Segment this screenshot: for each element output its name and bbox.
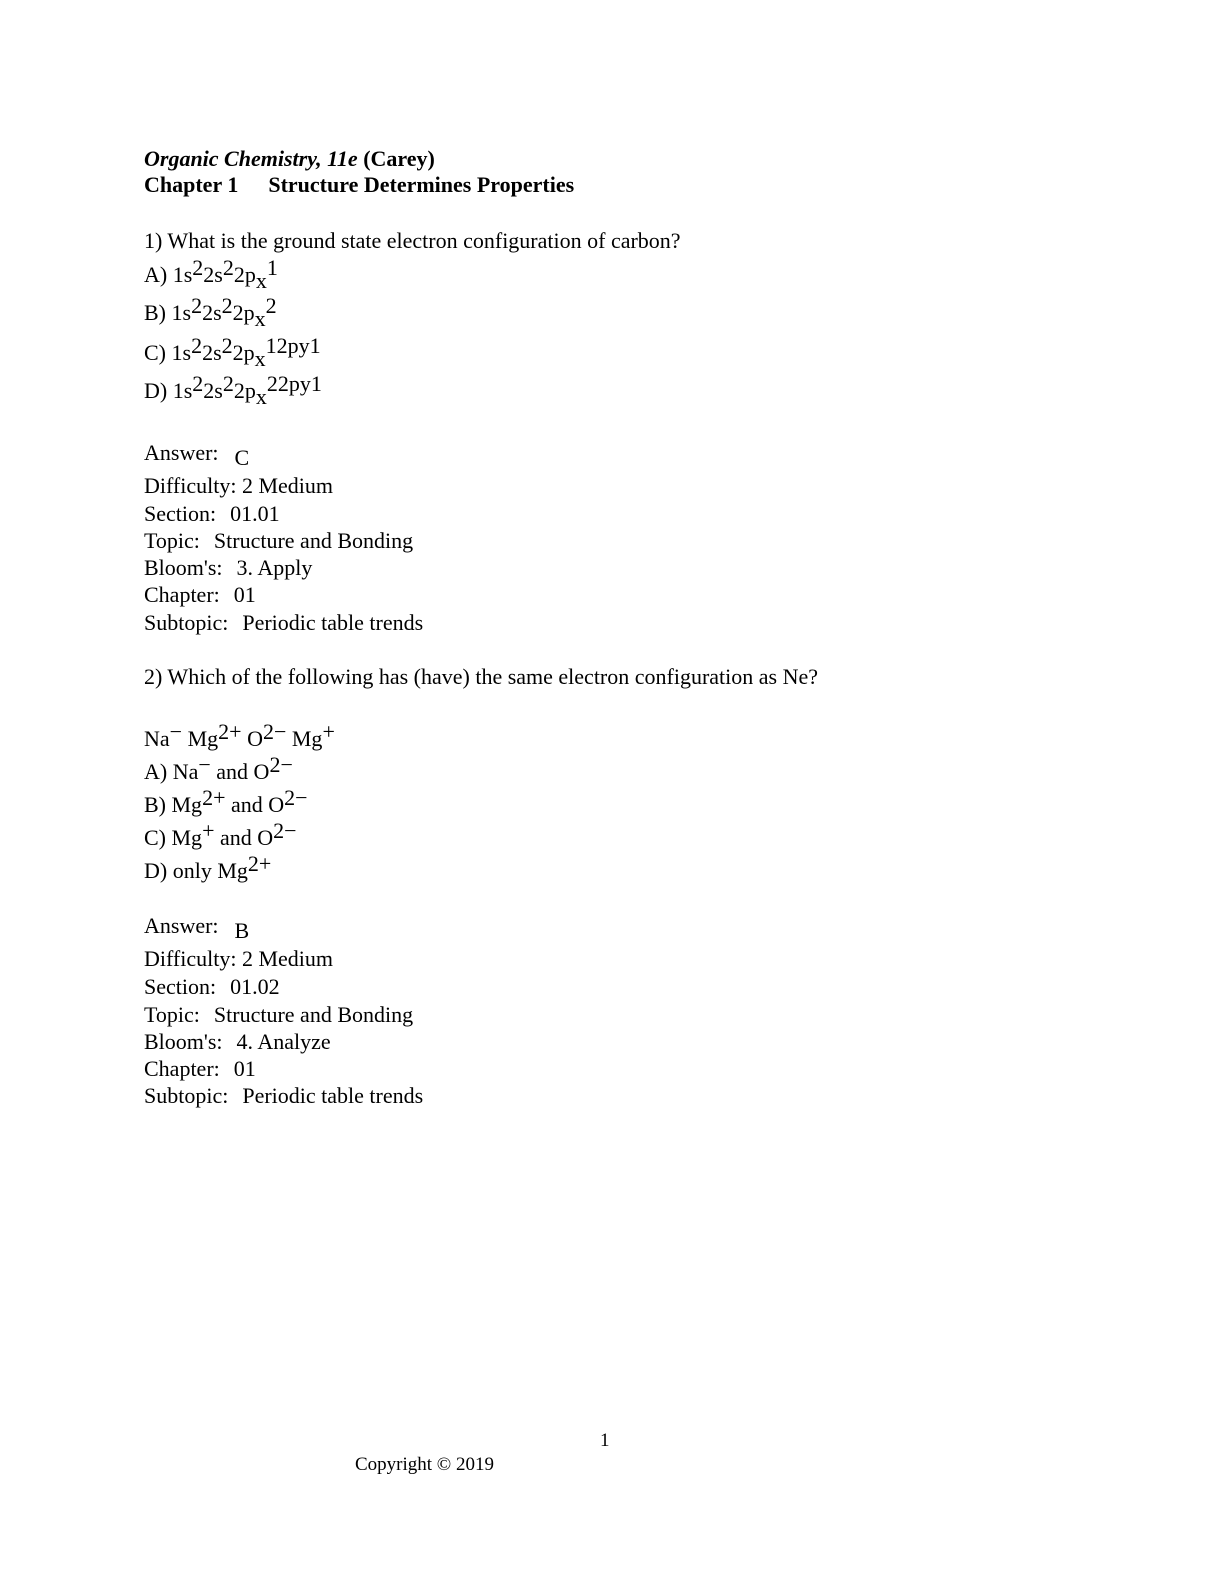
blooms-value: 4. Analyze bbox=[236, 1029, 331, 1054]
option-text: 2p bbox=[232, 340, 255, 365]
superscript: − bbox=[169, 719, 183, 744]
topic-label: Topic: bbox=[144, 1002, 200, 1027]
q2-option-d bbox=[144, 851, 272, 884]
chapter-heading bbox=[144, 172, 574, 198]
chapter-meta-value: 01 bbox=[233, 1056, 256, 1081]
answer-value: C bbox=[234, 445, 250, 470]
q1-option-b bbox=[144, 293, 277, 331]
topic-value: Structure and Bonding bbox=[213, 1002, 414, 1027]
q1-option-d bbox=[144, 371, 322, 409]
section-label: Section: bbox=[144, 501, 217, 526]
option-text: 2p bbox=[233, 262, 256, 287]
option-text: 2s bbox=[203, 378, 223, 403]
option-text: 2p bbox=[232, 300, 255, 325]
superscript: 2 bbox=[191, 333, 203, 358]
topic-value: Structure and Bonding bbox=[213, 528, 414, 553]
q1-answer bbox=[144, 440, 250, 470]
q2-option-c bbox=[144, 818, 297, 851]
superscript: 2− bbox=[262, 719, 287, 744]
difficulty-value: 2 Medium bbox=[241, 473, 334, 498]
q1-difficulty bbox=[144, 473, 333, 499]
q2-subtopic bbox=[144, 1083, 423, 1109]
section-label: Section: bbox=[144, 974, 217, 999]
subtopic-value: Periodic table trends bbox=[242, 1083, 424, 1108]
blooms-label: Bloom's: bbox=[144, 1029, 223, 1054]
topic-label: Topic: bbox=[144, 528, 200, 553]
blooms-label: Bloom's: bbox=[144, 555, 223, 580]
option-text: 2s bbox=[202, 300, 222, 325]
superscript: 2 bbox=[192, 371, 204, 396]
q1-section bbox=[144, 501, 280, 527]
option-text: A) 1s bbox=[144, 262, 193, 287]
subtopic-label: Subtopic: bbox=[144, 610, 229, 635]
superscript: 2 bbox=[222, 255, 234, 280]
option-text: 2s bbox=[203, 262, 223, 287]
option-text: and O bbox=[225, 792, 285, 817]
section-value: 01.02 bbox=[230, 974, 280, 999]
option-text: B) 1s bbox=[144, 300, 192, 325]
q2-chapter bbox=[144, 1056, 256, 1082]
q1-option-c bbox=[144, 333, 321, 371]
subscript: x bbox=[254, 346, 266, 371]
superscript: 2 bbox=[221, 293, 233, 318]
species-text: O bbox=[241, 726, 263, 751]
difficulty-label: Difficulty: bbox=[144, 473, 237, 498]
superscript: 2+ bbox=[202, 785, 226, 810]
superscript: 2+ bbox=[218, 719, 242, 744]
copyright-notice: Copyright © 2019 bbox=[355, 1454, 494, 1475]
subtopic-label: Subtopic: bbox=[144, 1083, 229, 1108]
option-text: A) Na bbox=[144, 759, 199, 784]
superscript: 22py1 bbox=[266, 371, 322, 396]
subscript: x bbox=[255, 384, 267, 409]
superscript: 12py1 bbox=[265, 333, 321, 358]
q2-species-list bbox=[144, 719, 335, 752]
option-text: C) Mg bbox=[144, 825, 203, 850]
option-text: and O bbox=[214, 825, 274, 850]
superscript: 2 bbox=[191, 293, 203, 318]
option-text: C) 1s bbox=[144, 340, 192, 365]
chapter-meta-label: Chapter: bbox=[144, 1056, 220, 1081]
species-text: Mg bbox=[182, 726, 219, 751]
superscript: 2+ bbox=[247, 851, 272, 876]
superscript: 2− bbox=[269, 752, 293, 777]
answer-label: Answer: bbox=[144, 440, 219, 465]
question-1-prompt: 1) What is the ground state electron configuration of carbon? bbox=[144, 228, 681, 253]
q1-option-a bbox=[144, 255, 278, 293]
superscript: 2 bbox=[222, 371, 234, 396]
superscript: − bbox=[198, 752, 211, 777]
chapter-meta-label: Chapter: bbox=[144, 582, 220, 607]
option-text: D) 1s bbox=[144, 378, 193, 403]
q2-difficulty bbox=[144, 946, 333, 972]
blooms-value: 3. Apply bbox=[236, 555, 313, 580]
answer-value: B bbox=[234, 918, 250, 943]
option-text: D) only Mg bbox=[144, 858, 248, 883]
superscript: + bbox=[322, 719, 335, 744]
book-title-line bbox=[144, 146, 435, 172]
q1-topic bbox=[144, 528, 413, 554]
book-title: Organic Chemistry, 11e bbox=[144, 146, 358, 171]
superscript: 1 bbox=[266, 255, 278, 280]
q2-option-a bbox=[144, 752, 293, 785]
answer-label: Answer: bbox=[144, 913, 219, 938]
superscript: 2 bbox=[265, 293, 277, 318]
superscript: 2 bbox=[192, 255, 204, 280]
chapter-meta-value: 01 bbox=[233, 582, 256, 607]
species-text: Na bbox=[144, 726, 170, 751]
superscript: 2− bbox=[284, 785, 308, 810]
section-value: 01.01 bbox=[230, 501, 280, 526]
superscript: 2 bbox=[221, 333, 233, 358]
q1-subtopic bbox=[144, 610, 423, 636]
q2-topic bbox=[144, 1002, 413, 1028]
chapter-title: Structure Determines Properties bbox=[268, 172, 575, 197]
difficulty-value: 2 Medium bbox=[241, 946, 334, 971]
q2-section bbox=[144, 974, 280, 1000]
question-2-prompt: 2) Which of the following has (have) the same electron configuration as Ne? bbox=[144, 664, 819, 689]
subscript: x bbox=[255, 268, 267, 293]
option-text: and O bbox=[210, 759, 270, 784]
option-text: B) Mg bbox=[144, 792, 203, 817]
species-text: Mg bbox=[286, 726, 323, 751]
q2-answer bbox=[144, 913, 250, 943]
superscript: 2− bbox=[273, 818, 297, 843]
book-author: (Carey) bbox=[363, 146, 435, 171]
page-number: 1 bbox=[600, 1430, 610, 1451]
subtopic-value: Periodic table trends bbox=[242, 610, 424, 635]
difficulty-label: Difficulty: bbox=[144, 946, 237, 971]
q2-option-b bbox=[144, 785, 308, 818]
option-text: 2s bbox=[202, 340, 222, 365]
superscript: + bbox=[202, 818, 215, 843]
subscript: x bbox=[254, 306, 266, 331]
q2-blooms bbox=[144, 1029, 331, 1055]
q1-chapter bbox=[144, 582, 256, 608]
option-text: 2p bbox=[233, 378, 256, 403]
chapter-label: Chapter 1 bbox=[144, 172, 239, 197]
q1-blooms bbox=[144, 555, 312, 581]
